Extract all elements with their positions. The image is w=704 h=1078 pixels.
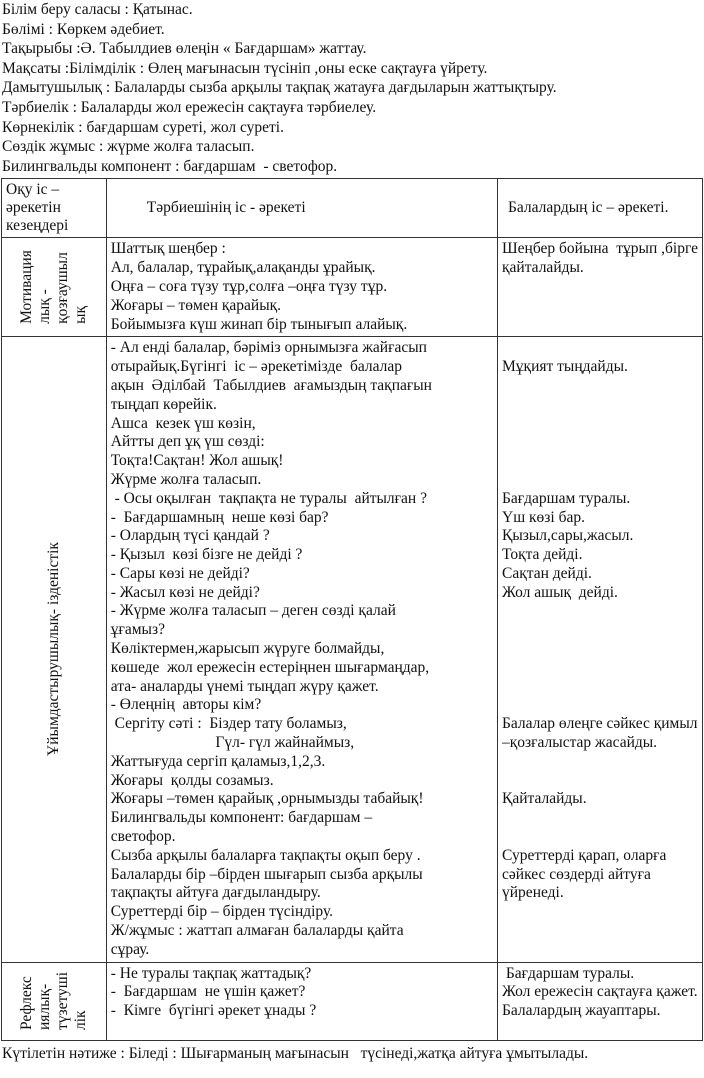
children-line: үйренеді. [502,884,564,902]
children-line: Балалардың жауаптары. [502,1002,661,1020]
teacher-line: ақын Әділбай Табылдиев ағамыздың тақпағын [110,376,432,394]
children-line [502,696,698,715]
teacher-line: тыңдап көрейік. [110,395,217,413]
teacher-line: Гүл- гүл жайнаймыз, [110,734,355,752]
children-line [502,809,698,828]
header-line: Тәрбиелік : Балаларды жол ережесін сақтауға тәрбиелеу. [2,98,377,116]
header-line: Білім беру саласы : Қатынас. [2,1,193,18]
header-line: Тақырыбы :Ә. Табылдиев өлеңін « Бағдаршам» жаттау. [2,40,367,58]
children-line [502,396,698,415]
children-line [502,640,698,659]
children-line: Жол ережесін сақтауға қажет. [502,983,698,1001]
teacher-line: Балаларды бір –бірден шығарып сызба арқылы [110,865,423,883]
teacher-line: Оңға – соға түзу тұр,солға –оңға түзу тұр. [110,277,388,295]
teacher-line: - Сары көзі не дейді? [110,564,250,582]
header-children: Балалардың іс – әрекеті. [508,198,669,216]
children-line [502,415,698,434]
teacher-line: сұрау. [110,940,150,958]
teacher-line: Билингвальды компонент: бағдаршам – [110,809,373,827]
children-line: сәйкес сөздерді айтуға [502,865,651,883]
teacher-line: - Жасыл көзі не дейді? [110,583,260,601]
stage-label: Рефлекс иялық- түзетуші лік [17,972,89,1031]
children-line: Қайталайды. [502,790,587,808]
children-line [502,433,698,452]
children-line [502,452,698,471]
header-line: Мақсаты :Білімділік : Өлең мағынасын түсініп ,оны еске сақтауға үйрету. [2,59,488,77]
table-row [2,238,703,337]
teacher-line: - Өлеңнің авторы кім? [110,696,262,714]
table-header-row [2,179,703,238]
teacher-line: Сызба арқылы балаларға тақпақты оқып беру . [110,846,421,864]
children-line [502,678,698,697]
teacher-line: тақпақты айтуға дағдыландыру. [110,884,321,902]
table-row [2,337,703,962]
teacher-line: Шаттық шеңбер : [110,240,226,258]
teacher-line: - Қызыл көзі бізге не дейді ? [110,546,303,564]
children-line: –қозғалыстар жасайды. [502,734,658,752]
teacher-line: Ашса кезек үш көзін, [110,414,256,432]
teacher-line: - Бағдаршамның неше көзі бар? [110,508,329,526]
header-line: Бөлімі : Көркем әдебиет. [2,20,165,38]
header-line: Дамытушылық : Балаларды сызба арқылы тақпақ жатауға дағдыларын жаттықтыру. [2,79,557,97]
stage-label: Мотивация лық - қозғаушыл ық [17,250,89,325]
children-line: Шеңбер бойына тұрып ,бірге [502,240,698,258]
children-line [502,772,698,791]
teacher-line: Ж/жұмыс : жаттап алмаған балаларды қайта [110,922,404,940]
teacher-line: - Жүрме жолға таласып – деген сөзді қалай [110,602,396,620]
children-line [502,753,698,772]
children-line [502,471,698,490]
teacher-line: Бойымызға күш жинап бір тынығып алайық. [110,315,408,333]
lesson-table [1,178,703,1040]
children-line [502,602,698,621]
teacher-line: - Осы оқылған тақпақта не туралы айтылған ? [110,489,427,507]
teacher-line: Жоғары қолды созамыз. [110,771,274,789]
header-line: Көрнекілік : бағдаршам суреті, жол суреті. [2,118,284,136]
children-line: Қызыл,сары,жасыл. [502,527,634,545]
children-line [502,828,698,847]
teacher-line: Суреттерді бір – бірден түсіндіру. [110,903,334,921]
teacher-line: Жоғары – төмен қарайық. [110,296,282,314]
children-line: қайталайды. [502,259,584,277]
teacher-line: көшеде жол ережесін естеріңнен шығармаңдар, [110,658,430,676]
children-line: Балалар өлеңге сәйкес қимыл [502,715,698,733]
header-line: Билингвальды компонент : бағдаршам - светофор. [2,157,338,175]
teacher-line: - Бағдаршам не үшін қажет? [110,983,306,1001]
header-line: Сөздік жұмыс : жүрме жолға таласып. [2,138,255,156]
lesson-header [0,0,704,176]
teacher-line: отырайық.Бүгінгі іс – әрекетімізде балалар [110,358,403,376]
children-line: Бағдаршам туралы. [502,964,635,982]
teacher-line: Жаттығуда сергіп қаламыз,1,2,3. [110,752,326,770]
children-line [502,659,698,678]
header-teacher: Тәрбиешінің іс - әрекеті [146,198,306,216]
teacher-line: светофор. [110,828,176,846]
children-line: Суреттерді қарап, оларға [502,846,667,864]
teacher-line: - Кімге бүгінгі әрекет ұнады ? [110,1002,317,1020]
teacher-line: Айтты деп ұқ үш сөзді: [110,433,265,451]
children-line [502,621,698,640]
children-line: Мұқият тыңдайды. [502,358,628,376]
children-line [502,339,698,358]
teacher-line: - Не туралы тақпақ жаттадық? [110,964,312,982]
children-line: Сақтан дейді. [502,564,592,582]
children-line [502,377,698,396]
children-line: Үш көзі бар. [502,508,585,526]
expected-result: Күтілетін нәтиже : Біледі : Шығарманың мағынасын түсінеді,жатқа айтуға ұмытылады. [2,1044,589,1062]
teacher-line: ұғамыз? [110,621,165,639]
children-line: Бағдаршам туралы. [502,489,631,507]
children-line: Тоқта дейді. [502,546,583,564]
teacher-line: Жүрме жолға таласып. [110,470,262,488]
teacher-line: Тоқта!Сақтан! Жол ашық! [110,452,284,470]
teacher-line: Көліктермен,жарысып жүруге болмайды, [110,640,385,658]
children-line: Жол ашық дейді. [502,583,618,601]
stage-label: Ұйымдастырушылық- ізденістік [44,542,62,757]
teacher-line: - Ал енді балалар, бәріміз орнымызға жайғасып [110,339,427,357]
table-row [2,962,703,1040]
teacher-line: - Олардың түсі қандай ? [110,527,270,545]
header-stage: Оқу іс – әрекетін кезеңдері [6,181,69,235]
teacher-line: Ал, балалар, тұрайық,алақанды ұрайық. [110,259,376,277]
teacher-line: ата- аналарды үнемі тыңдап жүру қажет. [110,677,379,695]
teacher-line: Жоғары –төмен қарайық ,орнымызды табайық! [110,790,424,808]
teacher-line: Сергіту сәті : Біздер тату боламыз, [110,715,347,733]
